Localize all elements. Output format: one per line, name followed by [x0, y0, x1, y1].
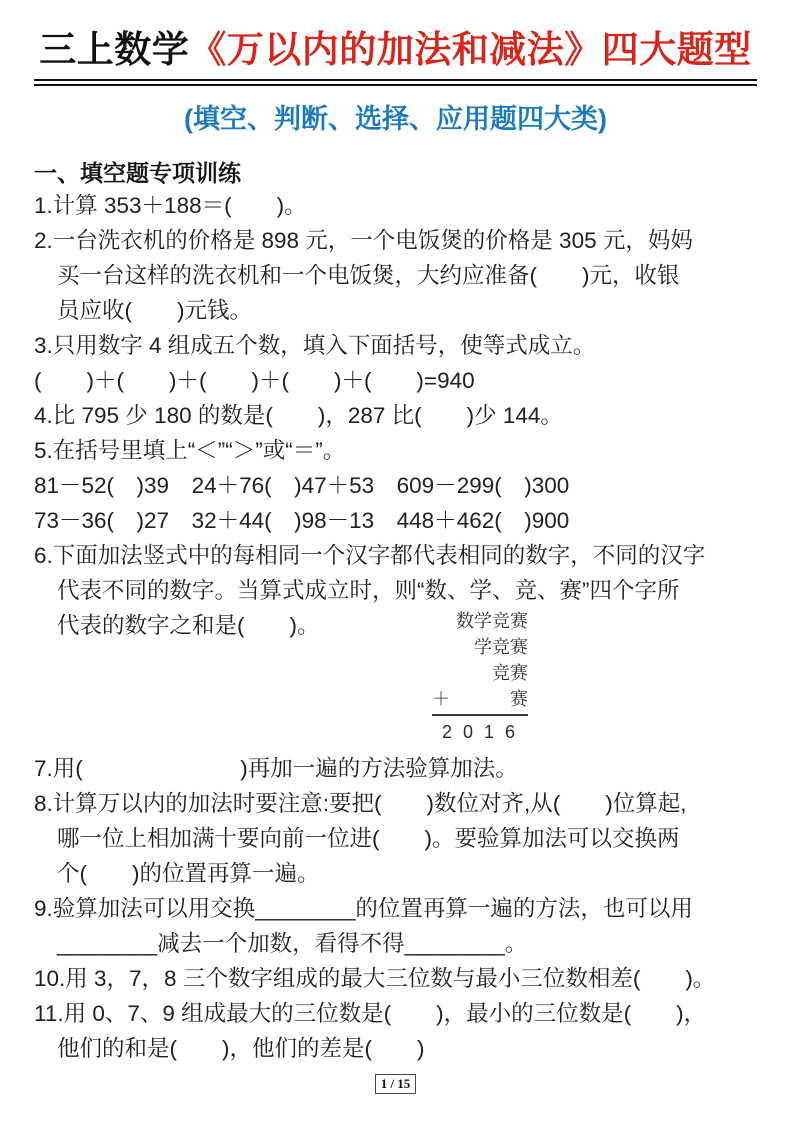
question-5-compare-row-1: 81－52( )39 24＋76( )47＋53 609－299( )300 — [34, 473, 570, 499]
vertical-addition-problem — [432, 608, 528, 745]
plus-sign: ＋ — [432, 689, 450, 710]
page-footer — [34, 1074, 757, 1094]
question-2-line-1: 2.一台洗衣机的价格是 898 元，一个电饭煲的价格是 305 元，妈妈 — [34, 228, 693, 254]
question-9-line-1: 9.验算加法可以用交换________的位置再算一遍的方法，也可以用 — [34, 896, 693, 922]
question-2-line-2: 买一台这样的洗衣机和一个电饭煲，大约应准备( )元，收银 — [57, 263, 680, 289]
question-3-line-1: 3.只用数字 4 组成五个数，填入下面括号，使等式成立。 — [34, 333, 596, 359]
addend-row-4: 赛 — [510, 689, 528, 710]
question-5-compare-row-2: 73－36( )27 32＋44( )98－13 448＋462( )900 — [34, 508, 570, 534]
question-3-equation: ( )＋( )＋( )＋( )＋( )=940 — [34, 368, 475, 394]
question-8-line-1: 8.计算万以内的加法时要注意:要把( )数位对齐,从( )位算起, — [34, 791, 687, 817]
page-title — [34, 26, 757, 86]
question-6-line-3: 代表的数字之和是( )。 — [57, 613, 320, 639]
question-4: 4.比 795 少 180 的数是( )，287 比( )少 144。 — [34, 403, 563, 429]
question-9-line-2: ________减去一个加数，看得不得________。 — [57, 931, 528, 957]
title-black-part: 三上数学 — [39, 29, 190, 70]
addend-row-3: 竞赛 — [492, 663, 528, 684]
question-5-line-1: 5.在括号里填上“＜”“＞”或“＝”。 — [34, 438, 346, 464]
question-10: 10.用 3，7，8 三个数字组成的最大三位数与最小三位数相差( )。 — [34, 966, 716, 992]
question-1: 1.计算 353＋188＝( )。 — [34, 193, 307, 219]
question-6-line-1: 6.下面加法竖式中的每相同一个汉字都代表相同的数字，不同的汉字 — [34, 543, 706, 569]
subtitle: (填空、判断、选择、应用题四大类) — [184, 104, 607, 135]
question-2-line-3: 员应收( )元钱。 — [57, 298, 252, 324]
addend-row-2: 学竞赛 — [474, 637, 528, 658]
question-11-line-1: 11.用 0、7、9 组成最大的三位数是( )，最小的三位数是( )， — [34, 1001, 707, 1027]
addend-row-1: 数学竞赛 — [456, 611, 528, 632]
question-7: 7.用( )再加一遍的方法验算加法。 — [34, 756, 518, 782]
question-6-line-2: 代表不同的数字。当算式成立时，则“数、学、竞、赛”四个字所 — [57, 578, 680, 604]
sum-result: 2 0 1 6 — [441, 722, 519, 743]
page-number: 1 / 15 — [375, 1074, 417, 1094]
question-11-line-2: 他们的和是( )，他们的差是( ) — [57, 1036, 425, 1062]
title-red-part: 《万以内的加法和减法》四大题型 — [189, 29, 752, 70]
section-heading: 一、填空题专项训练 — [34, 160, 241, 187]
question-8-line-3: 个( )的位置再算一遍。 — [57, 861, 320, 887]
plus-row — [432, 686, 528, 716]
question-8-line-2: 哪一位上相加满十要向前一位进( )。要验算加法可以交换两 — [57, 826, 680, 852]
